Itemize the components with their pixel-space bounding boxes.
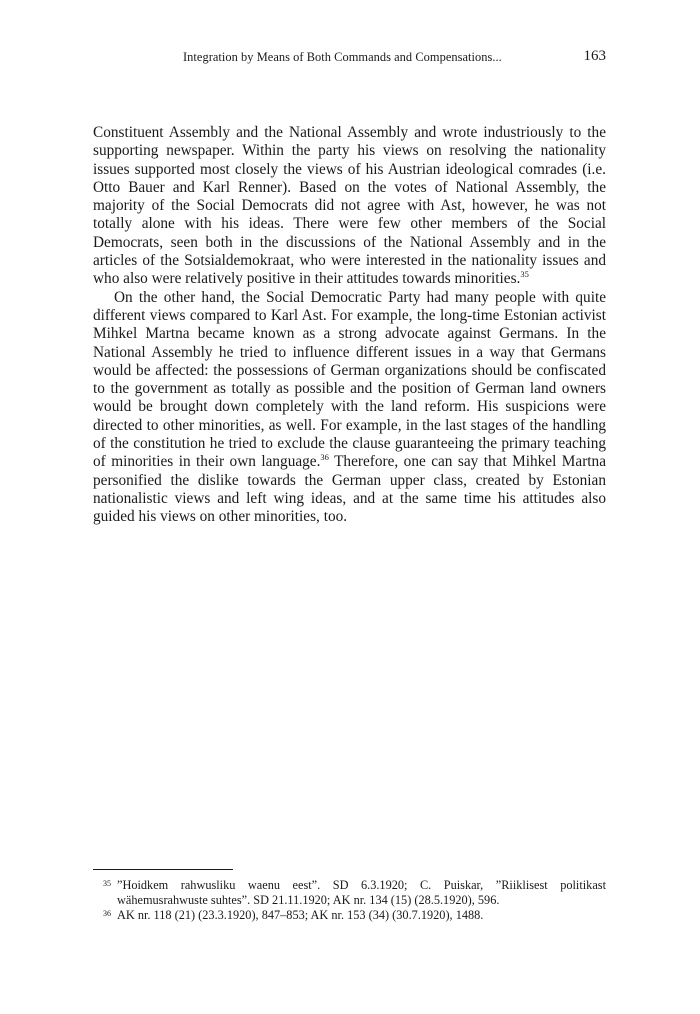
footnote-ref[interactable]: 35: [520, 269, 529, 280]
footnote-ref[interactable]: 36: [320, 452, 329, 463]
footnotes: [93, 878, 606, 924]
footnote: [93, 908, 606, 923]
paragraph-text: On the other hand, the Social Democratic Party had many people with quite different views compared to Karl Ast. For example, the long-time Estonian activist Mihkel Martna became known as a strong advocate against Germans. In the National Assembly he tried to influence different issues in a way that Germans would be affected: the possessions of German organizations should be confiscated to the government as totally as possible and the position of German land owners would be brought down completely with the land reform. His suspicions were directed to other minorities, as well. For example, in the last stages of the handling of the constitution he tried to exclude the clause guaranteeing the primary teaching of minorities in their own language.: [93, 288, 606, 471]
footnote-text: ”Hoidkem rahwusliku waenu eest”. SD 6.3.1920; C. Puiskar, ”Riiklisest politikast wähemusrahwuste suhtes”. SD 21.11.1920; AK nr. 134 (15) (28.5.1920), 596.: [117, 878, 606, 908]
page-number: 163: [583, 48, 606, 64]
footnote-number: 36: [103, 909, 111, 919]
body-text: [93, 124, 606, 527]
paragraph: [93, 289, 606, 527]
running-header: [93, 48, 606, 70]
paragraph-text: Constituent Assembly and the National Assembly and wrote industriously to the supporting newspaper. Within the party his views on resolving the nationality issues supported most closely the views of his Austrian ideological comrades (i.e. Otto Bauer and Karl Renner). Based on the votes of National Assembly, the majority of the Social Democrats did not agree with Ast, however, he was not totally alone with his ideas. There were few other members of the Social Democrats, seen both in the discussions of the National Assembly and in the articles of the Sotsialdemokraat, who were interested in the nationality issues and who also were relatively positive in their attitudes towards minorities.: [93, 124, 606, 288]
footnote-number: 35: [103, 879, 111, 888]
footnote-text: AK nr. 118 (21) (23.3.1920), 847–853; AK nr. 153 (34) (30.7.1920), 1488.: [117, 908, 484, 923]
running-title: Integration by Means of Both Commands and Compensations...: [183, 50, 502, 64]
footnote-divider: [93, 869, 233, 870]
paragraph: [93, 124, 606, 289]
paragraph-text: Therefore, one can say that Mihkel Martna personified the dislike towards the German upper class, created by Estonian nationalistic views and left wing ideas, and at the same time his attitudes also guided his views on other minorities, too.: [93, 453, 606, 526]
footnote: [93, 878, 606, 908]
